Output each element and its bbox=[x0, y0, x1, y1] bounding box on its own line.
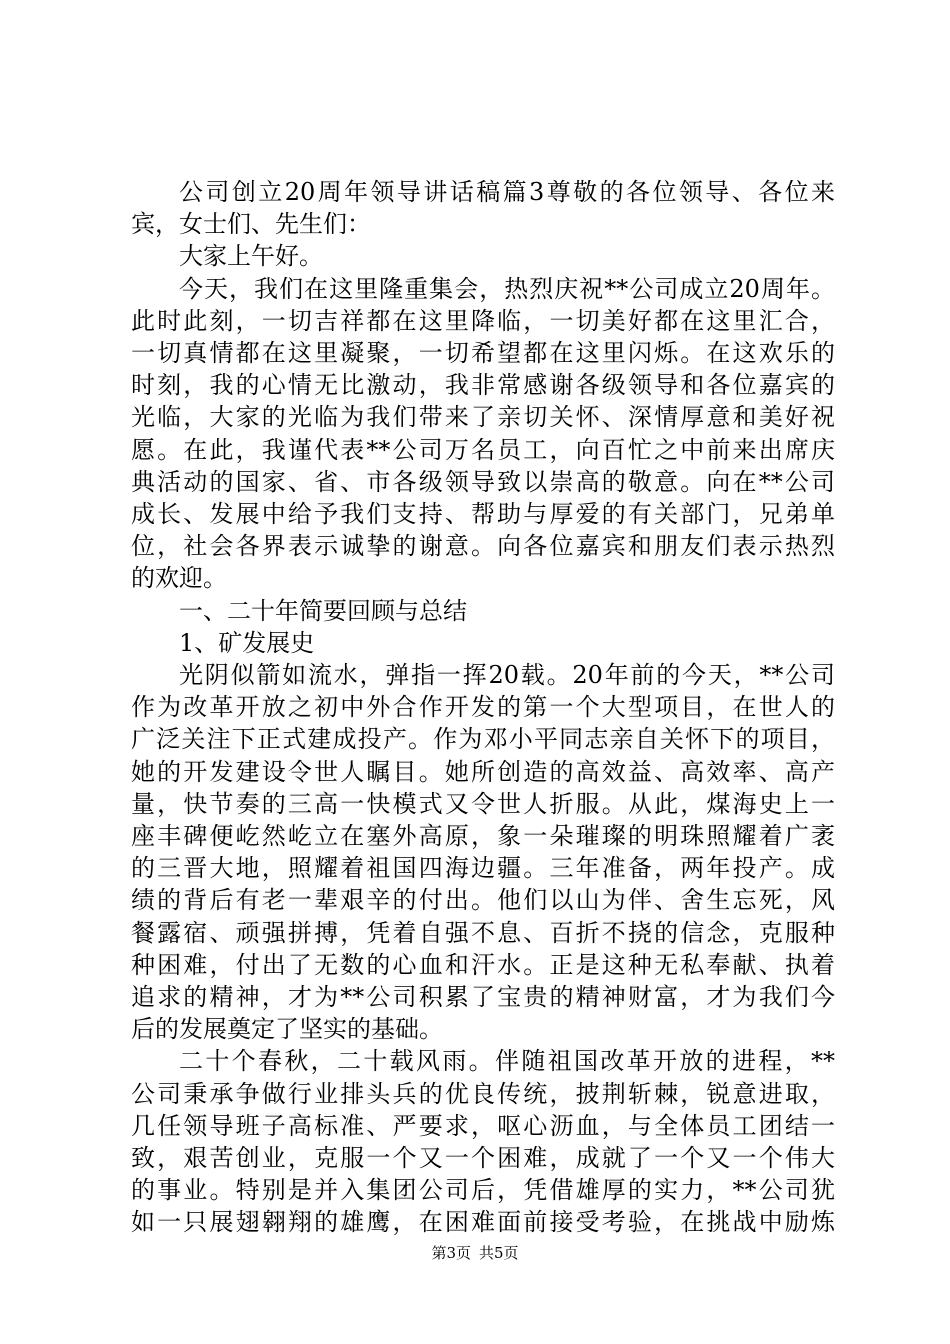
text-line: 成长、发展中给予我们支持、帮助与厚爱的有关部门，兄弟单 bbox=[131, 500, 835, 528]
text-line: 的事业。特别是并入集团公司后，凭借雄厚的实力，**公司犹 bbox=[131, 1176, 835, 1204]
text-line: 她的开发建设令世人瞩目。她所创造的高效益、高效率、高产 bbox=[131, 758, 835, 786]
text-line: 后的发展奠定了坚实的基础。 bbox=[131, 1015, 443, 1043]
text-line: 此时此刻，一切吉祥都在这里降临，一切美好都在这里汇合， bbox=[131, 307, 835, 335]
text-line: 宾，女士们、先生们： bbox=[131, 210, 371, 238]
text-line: 几任领导班子高标准、严要求，呕心沥血，与全体员工团结一 bbox=[131, 1112, 835, 1140]
text-line: 量，快节奏的三高一快模式又令世人折服。从此，煤海史上一 bbox=[131, 790, 835, 818]
text-line: 今天，我们在这里隆重集会，热烈庆祝**公司成立20周年。 bbox=[179, 275, 835, 303]
text-line: 追求的精神，才为**公司积累了宝贵的精神财富，才为我们今 bbox=[131, 983, 835, 1011]
subsection-heading: 1、矿发展史 bbox=[179, 629, 315, 657]
text-line: 餐露宿、顽强拼搏，凭着自强不息、百折不挠的信念，克服种 bbox=[131, 919, 835, 947]
text-line: 愿。在此，我谨代表**公司万名员工，向百忙之中前来出席庆 bbox=[131, 436, 835, 464]
text-line: 典活动的国家、省、市各级领导致以崇高的敬意。向在**公司 bbox=[131, 468, 835, 496]
text-line: 广泛关注下正式建成投产。作为邓小平同志亲自关怀下的项目， bbox=[131, 725, 835, 753]
text-line: 位，社会各界表示诚挚的谢意。向各位嘉宾和朋友们表示热烈 bbox=[131, 532, 835, 560]
text-line: 的三晋大地，照耀着祖国四海边疆。三年准备，两年投产。成 bbox=[131, 854, 835, 882]
text-line: 的欢迎。 bbox=[131, 564, 227, 592]
page-total: 共5页 bbox=[479, 1244, 519, 1262]
text-line: 种困难，付出了无数的心血和汗水。正是这种无私奉献、执着 bbox=[131, 951, 835, 979]
text-line: 二十个春秋，二十载风雨。伴随祖国改革开放的进程，** bbox=[179, 1047, 835, 1075]
text-line: 致，艰苦创业，克服一个又一个困难，成就了一个又一个伟大 bbox=[131, 1144, 835, 1172]
text-line: 绩的背后有老一辈艰辛的付出。他们以山为伴、舍生忘死，风 bbox=[131, 886, 835, 914]
text-line: 大家上午好。 bbox=[179, 242, 323, 270]
text-line: 如一只展翅翱翔的雄鹰，在困难面前接受考验，在挑战中励炼 bbox=[131, 1208, 835, 1236]
section-heading: 一、二十年简要回顾与总结 bbox=[179, 597, 467, 625]
text-line: 一切真情都在这里凝聚，一切希望都在这里闪烁。在这欢乐的 bbox=[131, 339, 835, 367]
text-line: 座丰碑便屹然屹立在塞外高原，象一朵璀璨的明珠照耀着广袤 bbox=[131, 822, 835, 850]
text-line: 公司创立20周年领导讲话稿篇3尊敬的各位领导、各位来 bbox=[179, 178, 835, 206]
text-line: 时刻，我的心情无比激动，我非常感谢各级领导和各位嘉宾的 bbox=[131, 371, 835, 399]
text-line: 光临，大家的光临为我们带来了亲切关怀、深情厚意和美好祝 bbox=[131, 403, 835, 431]
page-number: 第3页 bbox=[431, 1244, 471, 1262]
text-line: 公司秉承争做行业排头兵的优良传统，披荆斩棘，锐意进取， bbox=[131, 1080, 835, 1108]
page-footer bbox=[0, 1243, 950, 1263]
text-line: 光阴似箭如流水，弹指一挥20载。20年前的今天，**公司 bbox=[179, 661, 835, 689]
text-line: 作为改革开放之初中外合作开发的第一个大型项目，在世人的 bbox=[131, 693, 835, 721]
